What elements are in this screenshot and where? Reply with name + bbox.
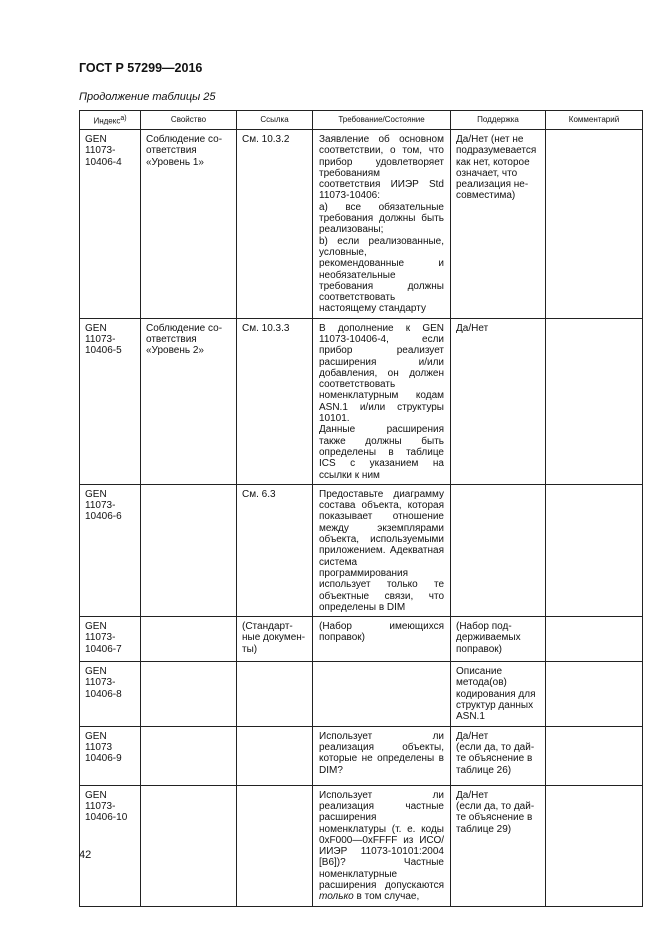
cell-property: Соблюдение со- ответствия «Уровень 2» <box>141 318 237 484</box>
column-header-support: Поддержка <box>451 111 546 130</box>
table-row <box>80 318 643 484</box>
table-row <box>80 617 643 662</box>
cell-support: Описание метода(ов) кодирования для структур данных ASN.1 <box>451 662 546 726</box>
page-number: 42 <box>79 849 92 861</box>
cell-requirement: Заявление об основном соответствии, о том, что прибор удовлетворяет требованиям соответствия ИИЭР Std 11073-10406: а) все обязательные требования должны быть реализованы; b) если реализованные, условные, рекомендованные и необязательные требования должны соответствовать настоящему стандарту <box>313 129 451 318</box>
cell-reference <box>237 785 313 906</box>
cell-reference: См. 10.3.3 <box>237 318 313 484</box>
cell-reference <box>237 662 313 726</box>
column-header-reference: Ссылка <box>237 111 313 130</box>
cell-comment <box>546 129 643 318</box>
table-row <box>80 129 643 318</box>
cell-index: GEN 11073- 10406-4 <box>80 129 141 318</box>
cell-support: (Набор под- держиваемых поправок) <box>451 617 546 662</box>
cell-reference: (Стандарт- ные докумен- ты) <box>237 617 313 662</box>
footnote-mark: а) <box>120 115 127 122</box>
cell-comment <box>546 318 643 484</box>
column-header-index: Индекс$^{а)}$ <box>80 111 141 130</box>
cell-property <box>141 484 237 616</box>
cell-comment <box>546 785 643 906</box>
cell-support: Да/Нет (если да, то дай- те объяснение в таблице 26) <box>451 726 546 785</box>
table-caption: Продолжение таблицы 25 <box>79 91 216 103</box>
cell-property <box>141 617 237 662</box>
cell-requirement <box>313 662 451 726</box>
cell-property <box>141 726 237 785</box>
cell-support: Да/Нет (нет не подразумевается как нет, которое означает, что реализация не- совместима) <box>451 129 546 318</box>
cell-requirement: В дополнение к GEN 11073-10406-4, если прибор реализует расширения и/или добавления, он должен соответствовать номенклатурным кодам ASN.1 и/или структуры 10101. Данные расширения также должны быть определены в таблице ICS с указанием на ссылки к ним <box>313 318 451 484</box>
cell-property <box>141 662 237 726</box>
column-header-comment: Комментарий <box>546 111 643 130</box>
cell-support: Да/Нет (если да, то дай- те объяснение в таблице 29) <box>451 785 546 906</box>
table-row <box>80 484 643 616</box>
table-row <box>80 726 643 785</box>
column-header-property: Свойство <box>141 111 237 130</box>
cell-property: Соблюдение со- ответствия «Уровень 1» <box>141 129 237 318</box>
cell-reference: См. 10.3.2 <box>237 129 313 318</box>
cell-index: GEN 11073 10406-9 <box>80 726 141 785</box>
cell-comment <box>546 484 643 616</box>
cell-index: GEN 11073- 10406-8 <box>80 662 141 726</box>
cell-index: GEN 11073- 10406-6 <box>80 484 141 616</box>
cell-index: GEN 11073- 10406-5 <box>80 318 141 484</box>
cell-support <box>451 484 546 616</box>
cell-support: Да/Нет <box>451 318 546 484</box>
document-header: ГОСТ Р 57299—2016 <box>79 61 203 75</box>
cell-requirement: Использует ли реализация объекты, которые не определены в DIM? <box>313 726 451 785</box>
column-header-requirement: Требование/Состояние <box>313 111 451 130</box>
table-header-row <box>80 111 643 130</box>
table-row <box>80 662 643 726</box>
cell-property <box>141 785 237 906</box>
cell-reference <box>237 726 313 785</box>
conformance-table <box>79 110 643 907</box>
cell-comment <box>546 617 643 662</box>
cell-requirement: Предоставьте диаграмму состава объекта, которая показывает отношение между экземплярами объекта, используемыми приложением. Адекватная система программирования использует только те объектные связи, что определены в DIM <box>313 484 451 616</box>
cell-comment <box>546 726 643 785</box>
cell-reference: См. 6.3 <box>237 484 313 616</box>
cell-index: GEN 11073- 10406-10 <box>80 785 141 906</box>
cell-requirement: Использует ли реализация частные расширения номенклатуры (т. е. коды 0xF000—0xFFFF из ИСО/ИИЭР 11073-10101:2004 [В6])? Частные номенклатурные расширения допускаются только в том случае, <box>313 785 451 906</box>
cell-comment <box>546 662 643 726</box>
cell-requirement: (Набор имеющихся поправок) <box>313 617 451 662</box>
cell-index: GEN 11073- 10406-7 <box>80 617 141 662</box>
table-row <box>80 785 643 906</box>
